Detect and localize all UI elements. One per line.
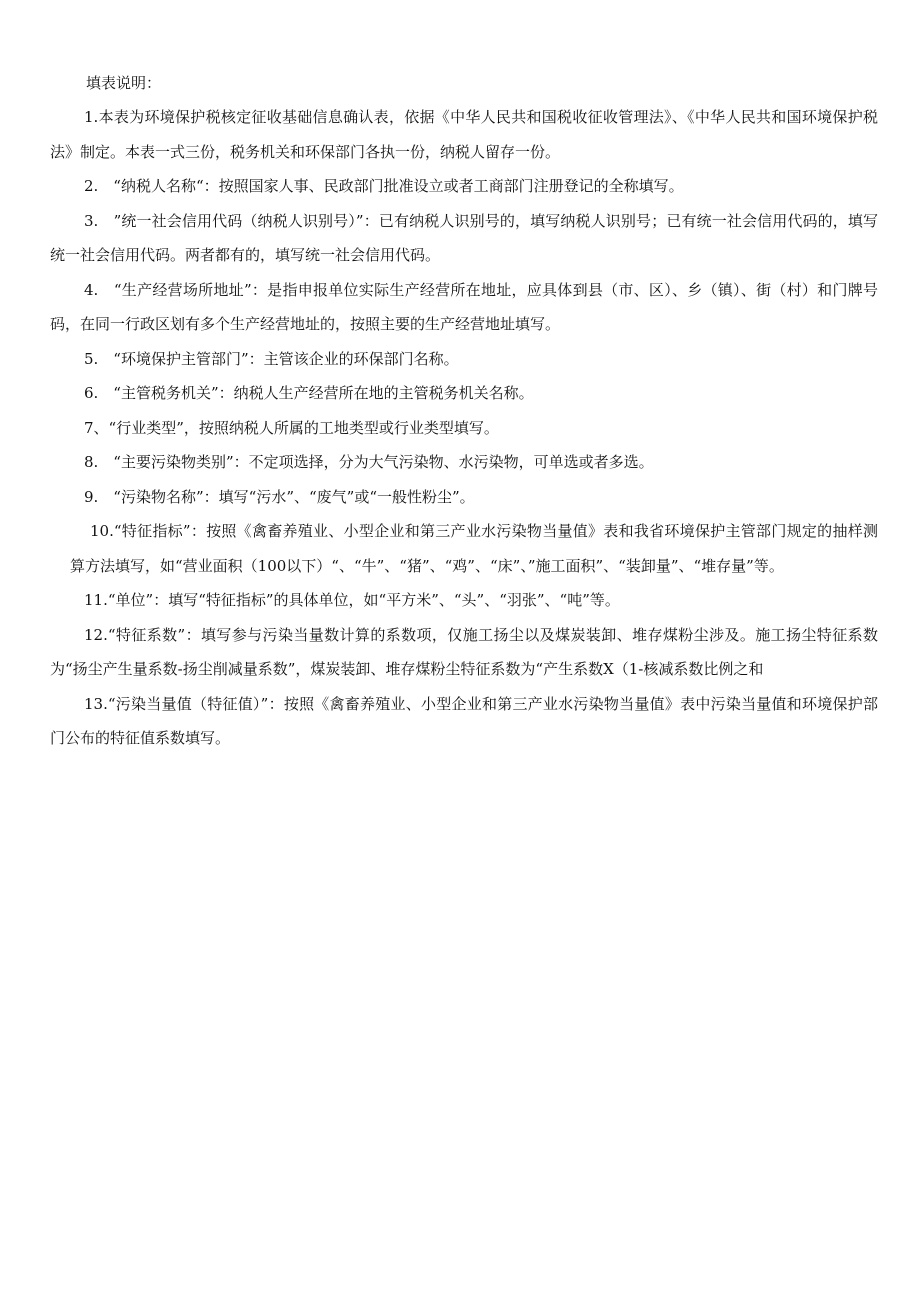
instruction-item-4: 4. “生产经营场所地址”：是指申报单位实际生产经营所在地址，应具体到县（市、区）、乡（镇）、街（村）和门牌号码，在同一行政区划有多个生产经营地址的，按照主要的生产经营地址填写。 bbox=[50, 280, 878, 333]
instruction-item-12: 12.“特征系数”：填写参与污染当量数计算的系数项，仅施工扬尘以及煤炭装卸、堆存煤粉尘涉及。施工扬尘特征系数为“扬尘产生量系数-扬尘削减量系数”，煤炭装卸、堆存煤粉尘特征系数为“产生系数X（1-核减系数比例之和 bbox=[50, 625, 878, 678]
instruction-item-1: 1.本表为环境保护税核定征收基础信息确认表，依据《中华人民共和国税收征收管理法》、《中华人民共和国环境保护税法》制定。本表一式三份，税务机关和环保部门各执一份，纳税人留存一份。 bbox=[50, 108, 878, 161]
instruction-item-8: 8. “主要污染物类别”：不定项选择，分为大气污染物、水污染物，可单选或者多选。 bbox=[84, 453, 654, 471]
document-title: 填表说明： bbox=[86, 74, 162, 92]
instruction-item-6: 6. “主管税务机关”：纳税人生产经营所在地的主管税务机关名称。 bbox=[84, 384, 534, 402]
instruction-item-2: 2. “纳税人名称“：按照国家人事、民政部门批准设立或者工商部门注册登记的全称填写。 bbox=[84, 177, 684, 195]
instruction-item-9: 9. “污染物名称”：填写“污水”、“废气”或“一般性粉尘”。 bbox=[84, 487, 475, 506]
instruction-item-13: 13.“污染当量值（特征值）”：按照《禽畜养殖业、小型企业和第三产业水污染物当量值》表中污染当量值和环境保护部门公布的特征值系数填写。 bbox=[50, 694, 878, 747]
instruction-item-11: 11.“单位”：填写“特征指标”的具体单位，如“平方米”、“头”、“羽张”、“吨”等。 bbox=[84, 591, 620, 609]
instruction-item-3: 3. ”统一社会信用代码（纳税人识别号）”：已有纳税人识别号的，填写纳税人识别号；已有统一社会信用代码的，填写统一社会信用代码。两者都有的，填写统一社会信用代码。 bbox=[50, 211, 878, 264]
instructions-body bbox=[50, 100, 878, 756]
instruction-item-10: 10.“特征指标”：按照《禽畜养殖业、小型企业和第三产业水污染物当量值》表和我省环境保护主管部门规定的抽样测算方法填写，如“营业面积（100以下）“、“牛”、“猪”、“鸡”、“床”、”施工面积”、“装卸量”、“堆存量”等。 bbox=[70, 522, 878, 575]
instruction-item-5: 5. “环境保护主管部门”：主管该企业的环保部门名称。 bbox=[84, 349, 459, 368]
instruction-item-7: 7、“行业类型”，按照纳税人所属的工地类型或行业类型填写。 bbox=[84, 418, 499, 437]
